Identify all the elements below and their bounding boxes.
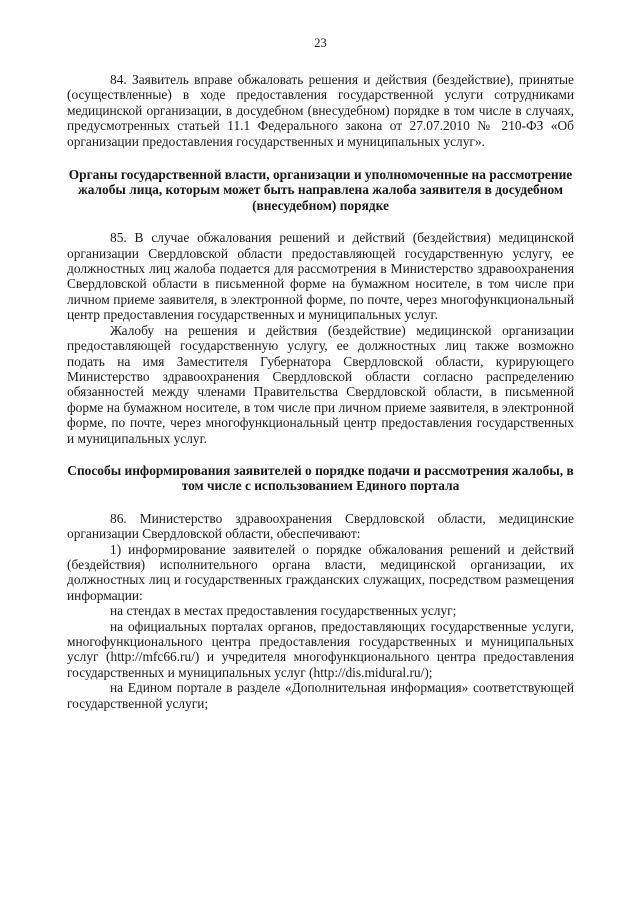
paragraph-86: 86. Министерство здравоохранения Свердловской области, медицинские организации Свердловской области, обеспечивают: bbox=[67, 510, 574, 542]
section-heading-informing-methods: Способы информирования заявителей о порядке подачи и рассмотрения жалобы, в том числе с использованием Единого портала bbox=[67, 462, 574, 494]
paragraph-86-item-1-unified-portal: на Едином портале в разделе «Дополнительная информация» соответствующей государственной услуги; bbox=[67, 680, 574, 711]
paragraph-86-item-1-stands: на стендах в местах предоставления государственных услуг; bbox=[110, 603, 457, 619]
section-heading-complaint-bodies: Органы государственной власти, организации и уполномоченные на рассмотрение жалобы лица, которым может быть направлена жалоба заявителя в досудебном (внесудебном) порядке bbox=[68, 167, 573, 213]
document-page bbox=[67, 36, 574, 711]
paragraph-86-item-1: 1) информирование заявителей о порядке обжалования решений и действий (бездействия) исполнительного органа власти, медицинской организации, их должностных лиц и государственных гражданских служащих, посредством размещения информации: bbox=[67, 541, 574, 603]
paragraph-86-item-1-portals: на официальных порталах органов, предоставляющих государственные услуги, многофункционального центра предоставления государственных и муниципальных услуг (http://mfc66.ru/) и учредителя многофункционального центра предоставления государственных и муниципальных услуг (http://dis.midural.ru/); bbox=[67, 618, 574, 680]
paragraph-84: 84. Заявитель вправе обжаловать решения и действия (бездействие), принятые (осуществленные) в ходе предоставления государственной услуги сотрудниками медицинской организации, в досудебном (внесудебном) порядке в том числе в случаях, предусмотренных статьей 11.1 Федерального закона от 27.07.2010 № 210-ФЗ «Об организации предоставления государственных и муниципальных услуг». bbox=[67, 72, 574, 149]
paragraph-85-continued: Жалобу на решения и действия (бездействие) медицинской организации предоставляющей государственную услугу, ее должностных лиц также возможно подать на имя Заместителя Губернатора Свердловской области, курирующего Министерство здравоохранения Свердловской области согласно распределению обязанностей между членами Правительства Свердловской области, в письменной форме на бумажном носителе, в том числе при личном приеме заявителя, в электронной форме, по почте, через многофункциональный центр предоставления государственных и муниципальных услуг. bbox=[67, 322, 574, 446]
paragraph-85: 85. В случае обжалования решений и действий (бездействия) медицинской организации Свердловской области предоставляющей государственную услугу, ее должностных лиц жалоба подается для рассмотрения в Министерство здравоохранения Свердловской области в письменной форме на бумажном носителе, в том числе при личном приеме заявителя, в электронной форме, по почте, через многофункциональный центр предоставления государственных и муниципальных услуг. bbox=[67, 230, 574, 323]
page-number: 23 bbox=[314, 36, 327, 50]
